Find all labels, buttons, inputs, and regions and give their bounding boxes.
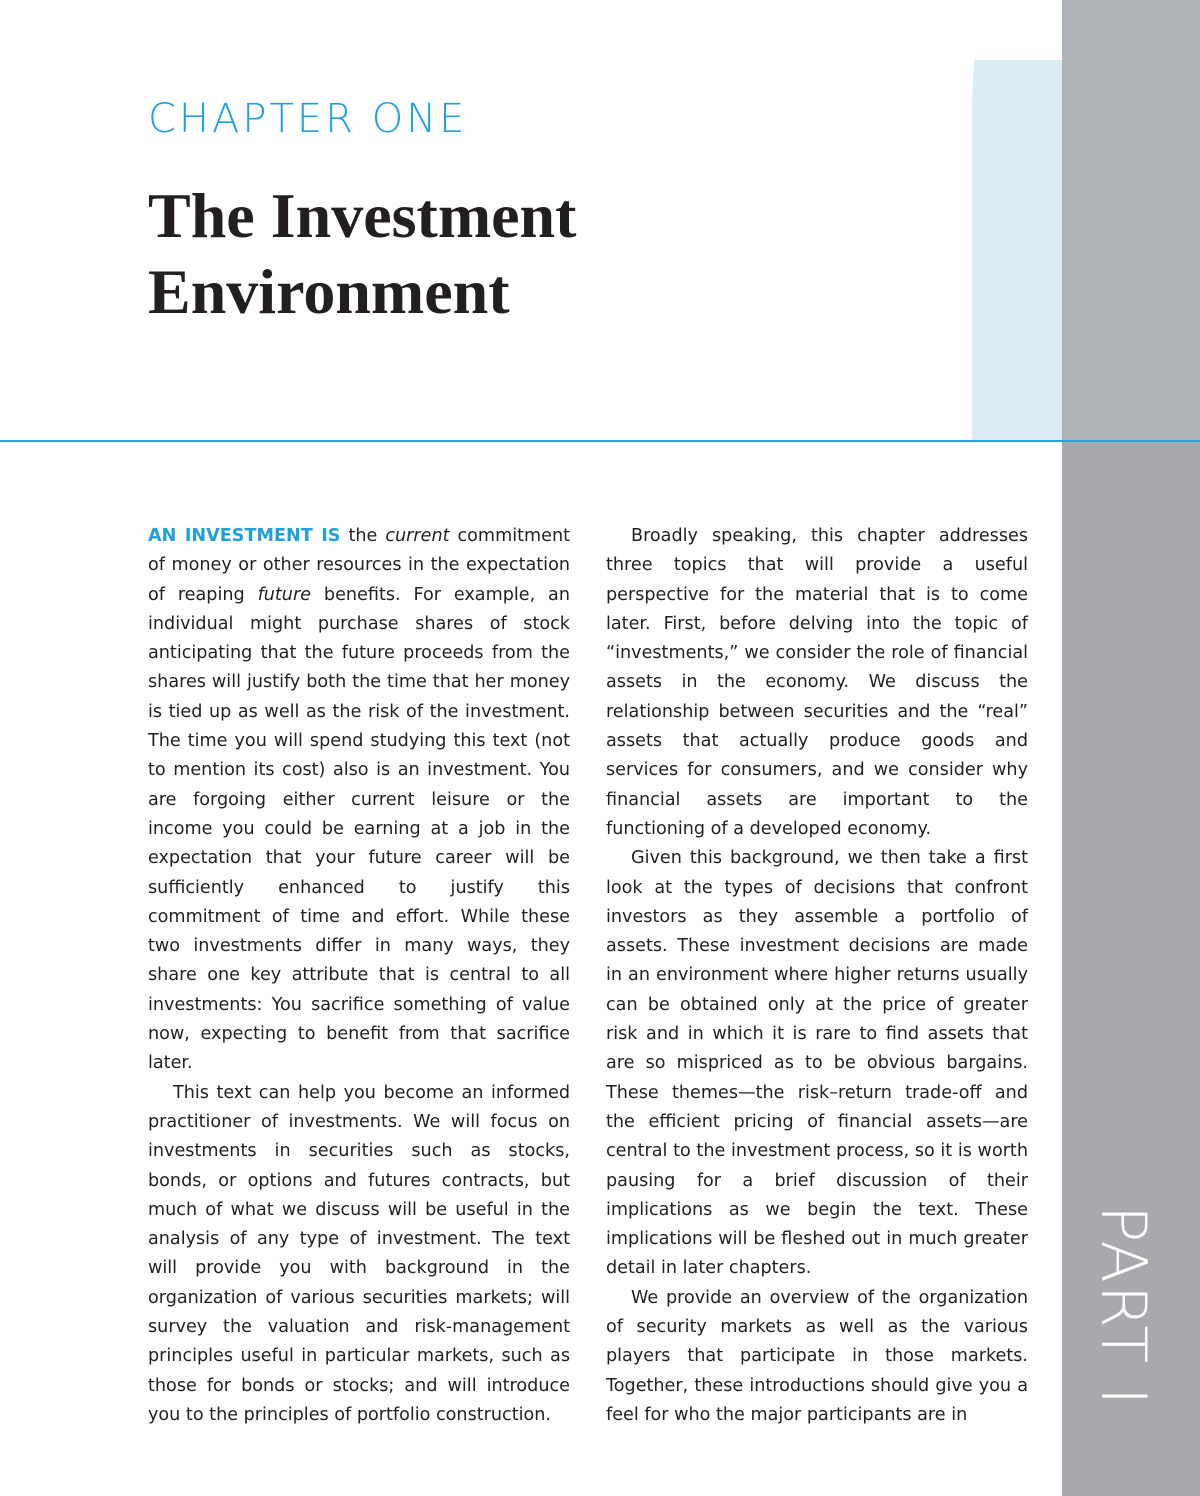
emphasis: future bbox=[257, 584, 312, 605]
paragraph: Given this background, we then take a first look at the types of decisions that confront investors as they assemble a portfolio of assets. These investment decisions are made in an environment where higher returns usually can be obtained only at the price of greater risk and in which it is rare to find assets that are so mispriced as to be obvious bargains. These themes—the risk–return trade-off and the efficient pricing of financial assets—are central to the investment process, so it is worth pausing for a brief discussion of their implications as we begin the text. These implications will be fleshed out in much greater detail in later chapters. bbox=[606, 848, 1028, 1279]
paragraph bbox=[148, 522, 570, 1079]
header-divider bbox=[0, 440, 1200, 442]
part-side-band-top bbox=[1062, 0, 1200, 442]
paragraph: Broadly speaking, this chapter addresses three topics that will provide a useful perspective for the material that is to come later. First, before delving into the topic of “investments,” we consider the role of financial assets in the economy. We discuss the relationship between securities and the “real” assets that actually produce goods and services for consumers, and we consider why financial assets are important to the functioning of a developed economy. bbox=[606, 526, 1028, 839]
text-run: benefits. For example, an individual might purchase shares of stock anticipating that the future proceeds from the shares will justify both the time that her money is tied up as well as the risk of the investment. The time you will spend studying this text (not to mention its cost) also is an investment. You are forgoing either current leisure or the income you could be earning at a job in the expectation that your future career will be sufficiently enhanced to justify this commitment of time and effort. While these two investments differ in many ways, they share one key attribute that is central to all investments: You sacrifice something of value now, expecting to benefit from that sacrifice later. bbox=[148, 584, 570, 1074]
text-run: the bbox=[340, 526, 386, 546]
part-label-text: PART I bbox=[1087, 1205, 1160, 1408]
paragraph: We provide an overview of the organization of security markets as well as the various players that participate in those markets. Together, these introductions should give you a feel for who the major participants are in bbox=[606, 1287, 1028, 1425]
chapter-title bbox=[148, 178, 708, 330]
chapter-label: CHAPTER ONE bbox=[148, 96, 468, 142]
part-label bbox=[1085, 1205, 1175, 1415]
chapter-title-line-1: The Investment bbox=[148, 180, 577, 251]
lead-in: AN INVESTMENT IS bbox=[148, 526, 341, 546]
chapter-title-line-2: Environment bbox=[148, 256, 510, 327]
body-column-right bbox=[606, 522, 1028, 1430]
paragraph: This text can help you become an informed practitioner of investments. We will focus on investments in securities such as stocks, bonds, or options and futures contracts, but much of what we discuss will be useful in the analysis of any type of investment. The text will provide you with background in the organization of various securities markets; will survey the valuation and risk-management principles useful in particular markets, such as those for bonds or stocks; and will introduce you to the principles of portfolio construction. bbox=[148, 1082, 570, 1425]
body-column-left bbox=[148, 522, 570, 1430]
text-run: commitment of money or other resources in the expectation of reaping bbox=[148, 526, 571, 605]
emphasis: current bbox=[385, 526, 450, 546]
